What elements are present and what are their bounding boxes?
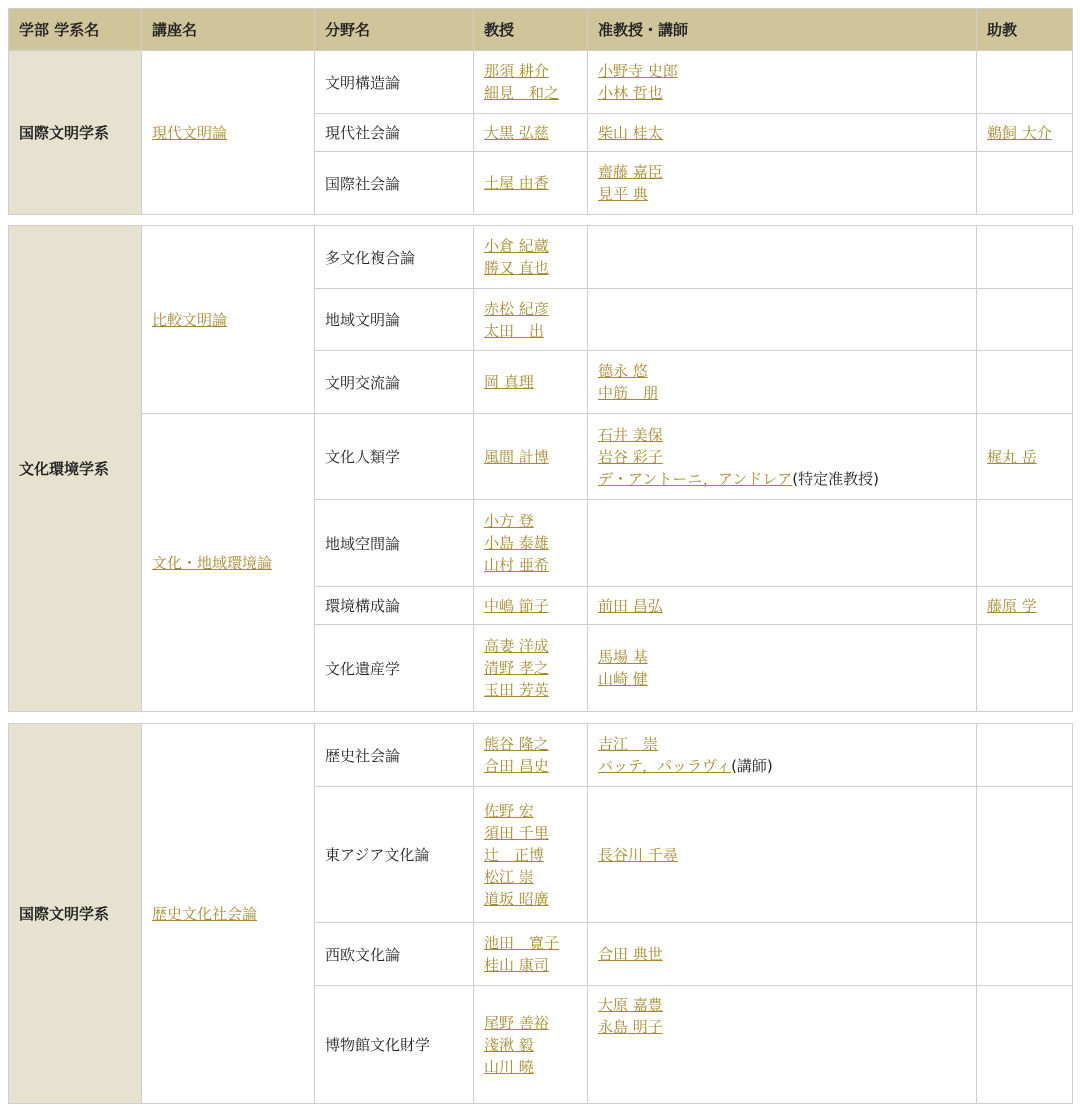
assistant-cell: [977, 289, 1073, 351]
assoc-link[interactable]: 見平 典: [598, 185, 648, 203]
assoc-cell: [588, 724, 977, 787]
assoc-cell: [588, 51, 977, 114]
professor-link[interactable]: 小方 登: [484, 512, 534, 530]
professor-link[interactable]: 合田 昌史: [484, 757, 549, 775]
assistant-link[interactable]: 梶丸 岳: [987, 447, 1037, 466]
professor-link[interactable]: 桂山 康司: [484, 956, 549, 974]
professor-link[interactable]: 道坂 昭廣: [484, 889, 549, 908]
field-cell: 歴史社会論: [315, 724, 474, 787]
assoc-line-with-note: [598, 755, 966, 777]
assistant-cell: [977, 724, 1073, 787]
course-link[interactable]: 現代文明論: [152, 123, 228, 142]
field-cell: 環境構成論: [315, 587, 474, 625]
table-row: [9, 226, 1073, 289]
professor-cell: [474, 351, 588, 414]
assistant-cell: [977, 51, 1073, 114]
assoc-link[interactable]: 吉江 崇: [598, 735, 659, 753]
assoc-link[interactable]: 小野寺 史郎: [598, 62, 678, 80]
professor-link[interactable]: 高妻 洋成: [484, 637, 549, 655]
professor-link[interactable]: 山川 曉: [484, 1057, 534, 1076]
professor-cell: [474, 51, 588, 114]
professor-link[interactable]: 岡 真理: [484, 373, 534, 391]
assoc-link[interactable]: 馬場 基: [598, 648, 648, 666]
position-note: (講師): [731, 757, 773, 775]
professor-link[interactable]: 玉田 芳英: [484, 681, 549, 699]
table-row: [9, 51, 1073, 114]
assoc-cell: [588, 226, 977, 289]
professor-link[interactable]: 清野 孝之: [484, 659, 549, 677]
professor-link[interactable]: 松江 崇: [484, 867, 534, 886]
assistant-cell: [977, 114, 1073, 152]
faculty-table-1: [8, 8, 1073, 215]
professor-cell: [474, 226, 588, 289]
assoc-cell: [588, 152, 977, 215]
assoc-link[interactable]: 石井 美保: [598, 425, 663, 444]
professor-link[interactable]: 細見 和之: [484, 84, 560, 102]
professor-cell: [474, 923, 588, 986]
assoc-link[interactable]: 山崎 健: [598, 670, 648, 688]
field-cell: 博物館文化財学: [315, 986, 474, 1104]
professor-link[interactable]: 中嶋 節子: [484, 596, 549, 615]
field-cell: 地域文明論: [315, 289, 474, 351]
professor-link[interactable]: 勝又 直也: [484, 259, 549, 277]
table-row: [9, 724, 1073, 787]
assoc-cell: [588, 114, 977, 152]
professor-link[interactable]: 風間 計博: [484, 447, 549, 466]
header-assistant-professor: 助教: [977, 9, 1073, 51]
assistant-cell: [977, 152, 1073, 215]
assoc-link[interactable]: バッテ，パッラヴィ: [598, 757, 732, 775]
professor-link[interactable]: 赤松 紀彦: [484, 299, 549, 318]
professor-link[interactable]: 尾野 善裕: [484, 1013, 549, 1032]
assoc-link[interactable]: 前田 昌弘: [598, 596, 663, 615]
course-link[interactable]: 歴史文化社会論: [152, 904, 258, 923]
assoc-link[interactable]: 德永 悠: [598, 362, 648, 380]
header-row: [9, 9, 1073, 51]
assoc-link[interactable]: 大原 嘉豊: [598, 996, 663, 1014]
assoc-link[interactable]: 柴山 桂太: [598, 123, 663, 142]
professor-link[interactable]: 太田 出: [484, 321, 545, 340]
professor-cell: [474, 625, 588, 712]
header-professor: 教授: [474, 9, 588, 51]
assistant-cell: [977, 226, 1073, 289]
assoc-cell: [588, 787, 977, 923]
course-link[interactable]: 文化・地域環境論: [152, 553, 273, 572]
header-dept: 学部 学系名: [9, 9, 142, 51]
assoc-link[interactable]: 岩谷 彩子: [598, 447, 663, 466]
course-cell: [142, 724, 315, 1104]
field-cell: 文化人類学: [315, 414, 474, 500]
field-cell: 国際社会論: [315, 152, 474, 215]
field-cell: 地域空間論: [315, 500, 474, 587]
professor-link[interactable]: 小倉 紀蔵: [484, 237, 549, 255]
header-assoc-professor: 准教授・講師: [588, 9, 977, 51]
assoc-link[interactable]: 齋藤 嘉臣: [598, 163, 663, 181]
field-cell: 文化遺産学: [315, 625, 474, 712]
professor-link[interactable]: 大黒 弘慈: [484, 123, 549, 142]
position-note: (特定准教授): [792, 469, 879, 488]
faculty-table-2: [8, 225, 1073, 712]
assistant-cell: [977, 923, 1073, 986]
assoc-cell: [588, 351, 977, 414]
header-course: 講座名: [142, 9, 315, 51]
assistant-cell: [977, 587, 1073, 625]
professor-cell: [474, 152, 588, 215]
professor-cell: [474, 289, 588, 351]
professor-link[interactable]: 池田 寛子: [484, 934, 560, 952]
assoc-link[interactable]: デ・アントーニ，アンドレア: [598, 469, 793, 488]
assoc-cell: [588, 625, 977, 712]
professor-cell: [474, 500, 588, 587]
assistant-cell: [977, 787, 1073, 923]
field-cell: 文明構造論: [315, 51, 474, 114]
field-cell: 西欧文化論: [315, 923, 474, 986]
assistant-cell: [977, 500, 1073, 587]
table-row: [9, 414, 1073, 500]
professor-cell: [474, 986, 588, 1104]
course-cell: [142, 51, 315, 215]
professor-cell: [474, 414, 588, 500]
professor-cell: [474, 724, 588, 787]
assoc-cell: [588, 289, 977, 351]
course-link[interactable]: 比較文明論: [152, 310, 228, 329]
assoc-link[interactable]: 合田 典世: [598, 945, 663, 963]
assistant-cell: [977, 625, 1073, 712]
assoc-line-with-note: [598, 468, 966, 490]
professor-link[interactable]: 淺湫 毅: [484, 1035, 534, 1054]
assoc-cell: [588, 923, 977, 986]
professor-link[interactable]: 那須 耕介: [484, 62, 549, 80]
dept-cell: 国際文明学系: [9, 724, 142, 1104]
professor-link[interactable]: 佐野 宏: [484, 801, 534, 820]
field-cell: 多文化複合論: [315, 226, 474, 289]
professor-link[interactable]: 熊谷 隆之: [484, 735, 549, 753]
professor-link[interactable]: 小島 泰雄: [484, 534, 549, 552]
professor-cell: [474, 787, 588, 923]
professor-link[interactable]: 辻 正博: [484, 845, 545, 864]
professor-link[interactable]: 山村 亜希: [484, 556, 549, 574]
assoc-cell: [588, 587, 977, 625]
assistant-cell: [977, 986, 1073, 1104]
assistant-cell: [977, 351, 1073, 414]
professor-link[interactable]: 土屋 由香: [484, 174, 549, 192]
assistant-link[interactable]: 鵜飼 大介: [987, 123, 1052, 142]
assoc-link[interactable]: 小林 哲也: [598, 84, 663, 102]
assoc-link[interactable]: 永島 明子: [598, 1018, 663, 1036]
professor-link[interactable]: 須田 千里: [484, 823, 549, 842]
assoc-link[interactable]: 中筋 朋: [598, 384, 659, 402]
assistant-link[interactable]: 藤原 学: [987, 596, 1037, 615]
field-cell: 東アジア文化論: [315, 787, 474, 923]
assoc-link[interactable]: 長谷川 千尋: [598, 845, 678, 864]
field-cell: 文明交流論: [315, 351, 474, 414]
course-cell: [142, 414, 315, 712]
course-cell: [142, 226, 315, 414]
field-cell: 現代社会論: [315, 114, 474, 152]
dept-cell: 文化環境学系: [9, 226, 142, 712]
professor-cell: [474, 114, 588, 152]
faculty-table-3: [8, 723, 1073, 1104]
assoc-cell: [588, 986, 977, 1104]
assistant-cell: [977, 414, 1073, 500]
assoc-cell: [588, 500, 977, 587]
professor-cell: [474, 587, 588, 625]
header-field: 分野名: [315, 9, 474, 51]
assoc-cell: [588, 414, 977, 500]
dept-cell: 国際文明学系: [9, 51, 142, 215]
